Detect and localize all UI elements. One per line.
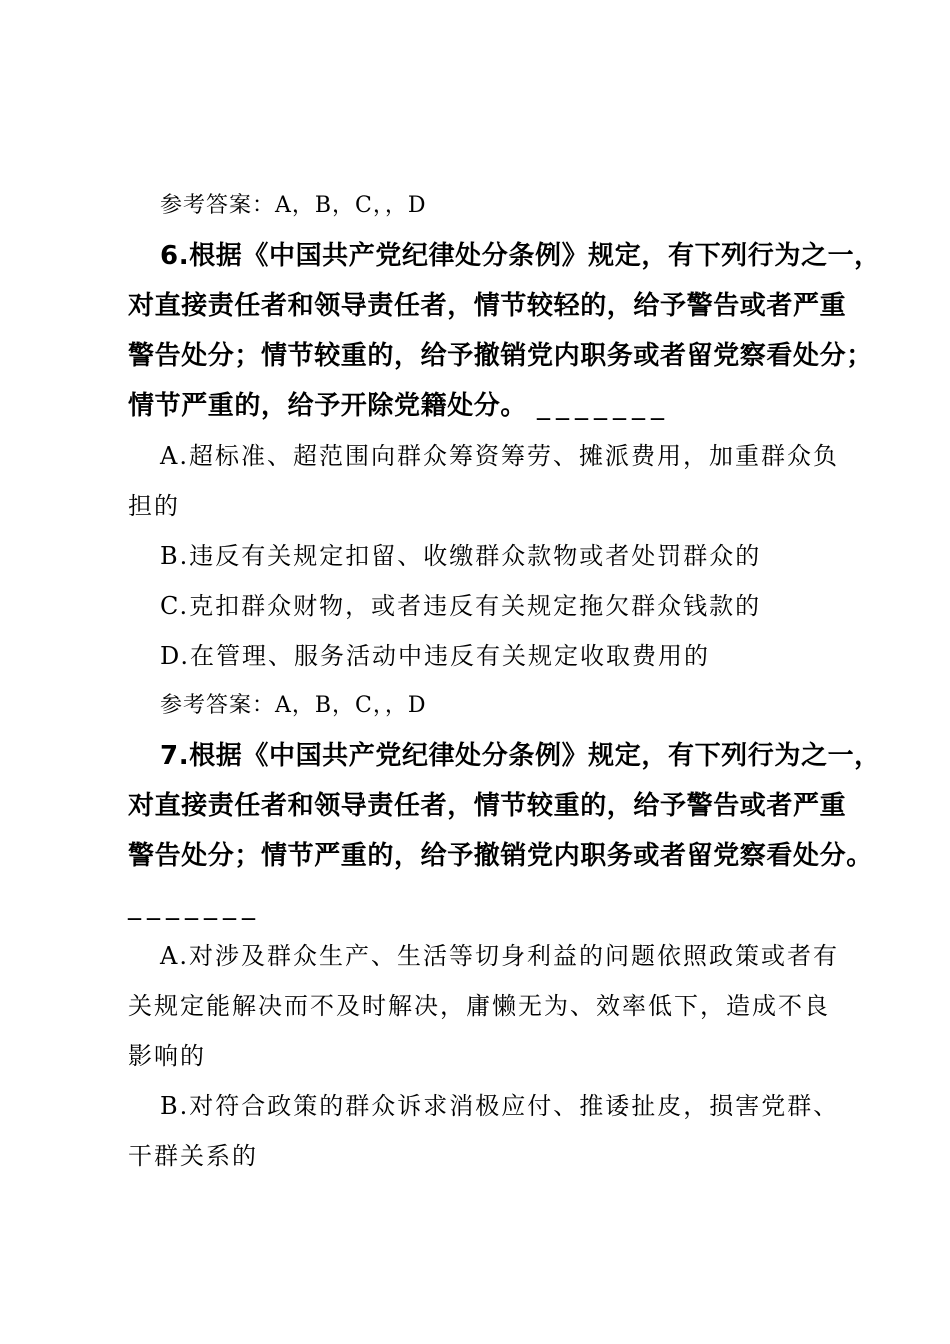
question-6-line-2: 对直接责任者和领导责任者，情节较轻的，给予警告或者严重 [128, 291, 847, 321]
option-b: B.违反有关规定扣留、收缴群众款物或者处罚群众的 [160, 542, 762, 570]
answer-line: 参考答案：A，B，C，，D [160, 193, 427, 218]
question-6-line-3: 警告处分；情节较重的，给予撤销党内职务或者留党察看处分； [128, 341, 873, 371]
option-a-line-1: A.对涉及群众生产、生活等切身利益的问题依照政策或者有 [160, 942, 839, 970]
option-a-line-3: 影响的 [128, 1042, 206, 1070]
question-7-line-2: 对直接责任者和领导责任者，情节较重的，给予警告或者严重 [128, 791, 847, 821]
option-a-line-2: 担的 [128, 492, 180, 520]
answer-blank: _______ [537, 391, 671, 421]
question-6-line-4-text: 情节严重的，给予开除党籍处分。 [128, 391, 528, 421]
question-6-line-4 [128, 390, 848, 422]
option-a-line-2: 关规定能解决而不及时解决，庸懒无为、效率低下，造成不良 [128, 992, 830, 1020]
question-7-line-3: 警告处分；情节严重的，给予撤销党内职务或者留党察看处分。 [128, 841, 873, 871]
question-6-line-1: 6.根据《中国共产党纪律处分条例》规定，有下列行为之一， [160, 241, 881, 271]
option-b-line-2: 干群关系的 [128, 1142, 258, 1170]
option-c: C.克扣群众财物，或者违反有关规定拖欠群众钱款的 [160, 592, 762, 620]
option-b-line-1: B.对符合政策的群众诉求消极应付、推诿扯皮，损害党群、 [160, 1092, 840, 1120]
question-7-blank [128, 890, 848, 922]
option-d: D.在管理、服务活动中违反有关规定收取费用的 [160, 642, 711, 670]
question-7-line-1: 7.根据《中国共产党纪律处分条例》规定，有下列行为之一， [160, 741, 881, 771]
answer-blank: _______ [128, 891, 261, 921]
option-a-line-1: A.超标准、超范围向群众筹资筹劳、摊派费用，加重群众负 [160, 442, 839, 470]
answer-line: 参考答案：A，B，C，，D [160, 693, 427, 718]
